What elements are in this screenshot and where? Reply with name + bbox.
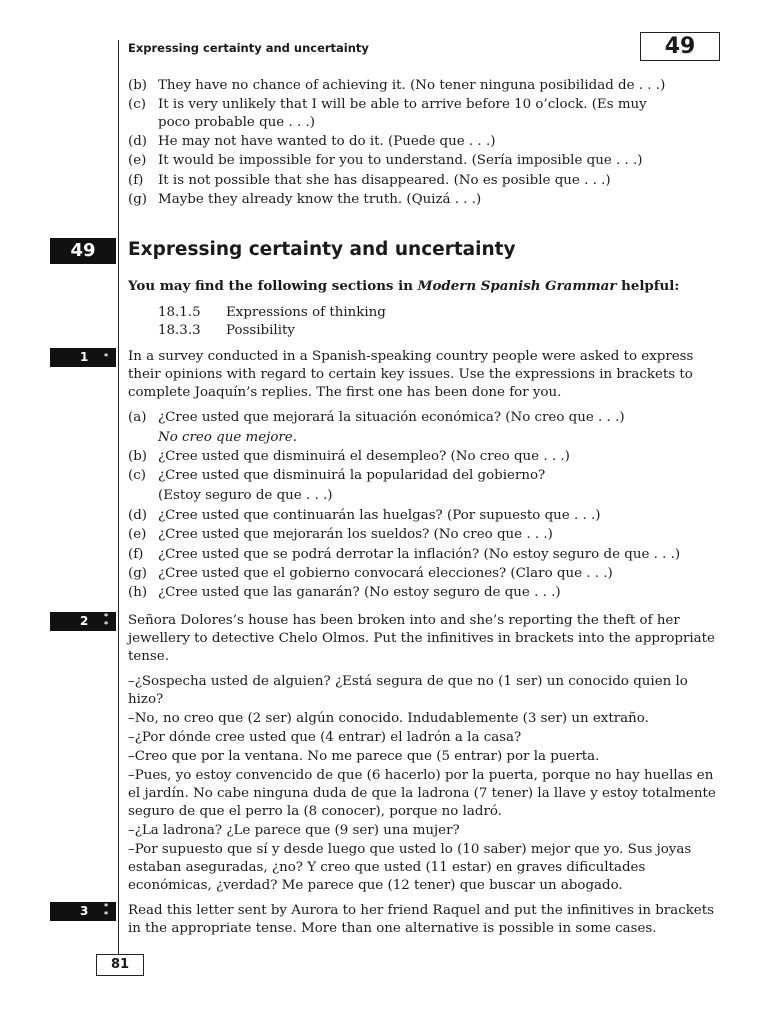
exercise-3-instructions: Read this letter sent by Aurora to her friend Raquel and put the infinitives in brackets in the appropriate tense. More than one alternative is possible in some cases.: [128, 903, 714, 936]
list-item: [128, 191, 728, 209]
page-number: 81: [96, 954, 144, 976]
item-text: They have no chance of achieving it. (No tener ninguna posibilidad de . . .): [158, 78, 666, 93]
dialogue-line: –No, no creo que (2 ser) algún conocido. Indudablemente (3 ser) un extraño.: [128, 711, 649, 726]
difficulty-stars: * *: [104, 612, 109, 629]
item-text: It would be impossible for you to understand. (Sería imposible que . . .): [158, 153, 643, 168]
item-label: (a): [128, 410, 147, 425]
list-item: [128, 467, 728, 485]
list-item: [128, 152, 728, 170]
item-text: ¿Cree usted que mejorarán los sueldos? (No creo que . . .): [158, 527, 553, 542]
reference-number: 18.1.5: [158, 305, 201, 320]
list-item: [128, 565, 728, 583]
item-label: (f): [128, 547, 144, 562]
list-item: [128, 584, 728, 602]
list-item: [128, 526, 728, 544]
reference-text: Expressions of thinking: [226, 305, 386, 320]
item-text: ¿Cree usted que disminuirá la popularidad del gobierno?: [158, 468, 546, 483]
exercise-number: 3: [80, 904, 89, 918]
dialogue-line: –Creo que por la ventana. No me parece que (5 entrar) por la puerta.: [128, 749, 600, 764]
book-title: Modern Spanish Grammar: [417, 278, 617, 294]
difficulty-stars: * *: [104, 902, 109, 919]
item-label: (g): [128, 192, 148, 207]
list-item: [128, 487, 728, 505]
exercise-1-badge: [50, 348, 116, 367]
list-item: [128, 448, 728, 466]
exercise-3-badge: [50, 902, 116, 921]
reference-number: 18.3.3: [158, 323, 201, 338]
reference-row: [158, 322, 295, 340]
item-label: (e): [128, 153, 147, 168]
item-text: ¿Cree usted que el gobierno convocará elecciones? (Claro que . . .): [158, 566, 613, 581]
item-label: (c): [128, 468, 146, 483]
item-text: ¿Cree usted que mejorará la situación económica? (No creo que . . .): [158, 410, 625, 425]
section-title: Expressing certainty and uncertainty: [128, 239, 516, 260]
list-item: [128, 507, 728, 525]
list-item: [128, 96, 728, 132]
item-text: It is very unlikely that I will be able to arrive before 10 o’clock. (Es muy poco probable que . . .): [158, 97, 647, 130]
reference-row: [158, 304, 386, 322]
item-label: (d): [128, 508, 148, 523]
dialogue-line: –¿Por dónde cree usted que (4 entrar) el ladrón a la casa?: [128, 730, 522, 745]
item-label: (g): [128, 566, 148, 581]
item-label: (c): [128, 97, 146, 112]
item-text: He may not have wanted to do it. (Puede que . . .): [158, 134, 496, 149]
reference-text: Possibility: [226, 323, 295, 338]
exercise-2-badge: [50, 612, 116, 631]
example-answer: No creo que mejore.: [158, 430, 297, 445]
list-item: [128, 77, 728, 95]
list-item: [128, 409, 728, 427]
item-text: ¿Cree usted que se podrá derrotar la inflación? (No estoy seguro de que . . .): [158, 547, 681, 562]
exercise-1-instructions: In a survey conducted in a Spanish-speaking country people were asked to express their opinions with regard to certain key issues. Use the expressions in brackets to complete Joaquín’s replies. The first one has been done for you.: [128, 349, 694, 400]
chapter-number-box: 49: [640, 32, 720, 61]
item-text: ¿Cree usted que las ganarán? (No estoy seguro de que . . .): [158, 585, 561, 600]
item-text: Maybe they already know the truth. (Quizá . . .): [158, 192, 482, 207]
dialogue-line: –¿La ladrona? ¿Le parece que (9 ser) una mujer?: [128, 823, 460, 838]
dialogue-line: –¿Sospecha usted de alguien? ¿Está segura de que no (1 ser) un conocido quien lo hizo?: [128, 674, 688, 707]
section-number-badge: 49: [50, 238, 116, 264]
item-text: It is not possible that she has disappeared. (No es posible que . . .): [158, 173, 611, 188]
item-label: (h): [128, 585, 148, 600]
dialogue-line: –Pues, yo estoy convencido de que (6 hacerlo) por la puerta, porque no hay huellas en el jardín. No cabe ninguna duda de que la ladrona (7 tener) la llave y estoy totalmente seguro de que el perro la (8 conocer), porque no ladró.: [128, 768, 716, 819]
exercise-number: 1: [80, 350, 89, 364]
list-item: [128, 133, 728, 151]
section-intro: You may find the following sections in Modern Spanish Grammar helpful:: [128, 278, 680, 294]
running-head: Expressing certainty and uncertainty: [128, 41, 369, 55]
item-text: ¿Cree usted que disminuirá el desempleo? (No creo que . . .): [158, 449, 570, 464]
margin-rule: [118, 40, 119, 962]
list-item: [128, 546, 728, 564]
item-text: (Estoy seguro de que . . .): [158, 488, 333, 503]
exercise-2-instructions: Señora Dolores’s house has been broken into and she’s reporting the theft of her jewellery to detective Chelo Olmos. Put the infinitives in brackets into the appropriate tense.: [128, 613, 715, 664]
item-label: (b): [128, 78, 148, 93]
difficulty-stars: *: [104, 352, 109, 361]
list-item: [128, 172, 728, 190]
item-label: (d): [128, 134, 148, 149]
exercise-number: 2: [80, 614, 89, 628]
list-item: [128, 429, 728, 447]
dialogue-line: –Por supuesto que sí y desde luego que usted lo (10 saber) mejor que yo. Sus joyas estaban aseguradas, ¿no? Y creo que usted (11 estar) en graves dificultades económicas, ¿verdad? Me parece que (12 tener) que buscar un abogado.: [128, 842, 692, 893]
item-label: (f): [128, 173, 144, 188]
item-label: (b): [128, 449, 148, 464]
item-text: ¿Cree usted que continuarán las huelgas? (Por supuesto que . . .): [158, 508, 601, 523]
item-label: (e): [128, 527, 147, 542]
